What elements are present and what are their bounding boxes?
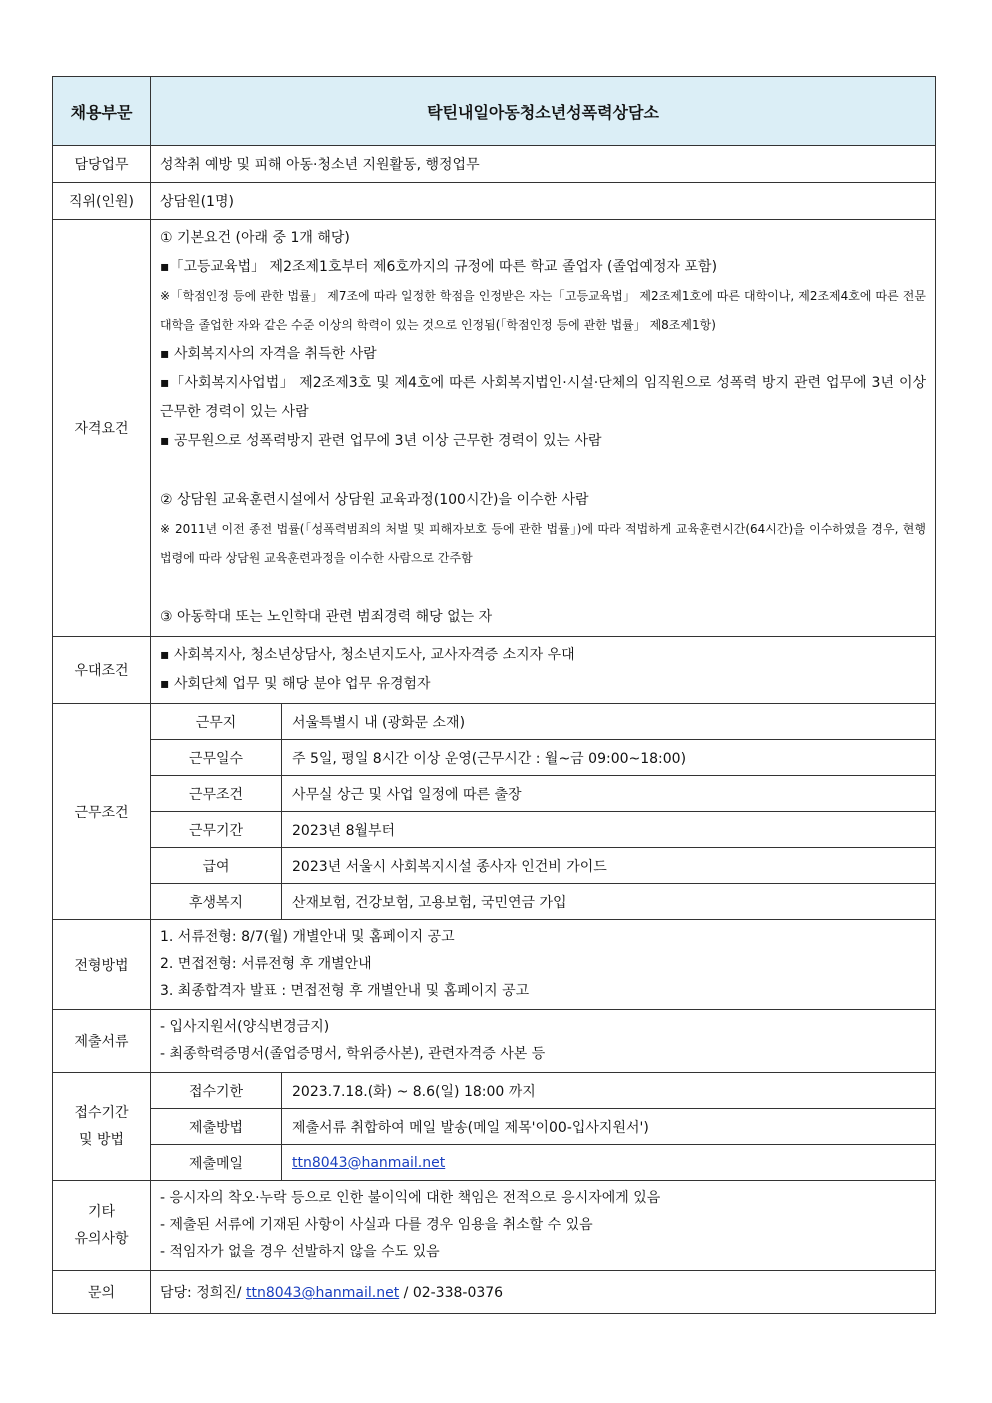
preference-row	[53, 637, 936, 704]
contact-email-link[interactable]: ttn8043@hanmail.net	[245, 1285, 400, 1301]
application-value: 2023.7.18.(화) ~ 8.6(일) 18:00 까지	[282, 1073, 936, 1109]
documents-line: - 최종학력증명서(졸업증명서, 학위증사본), 관련자격증 사본 등	[160, 1046, 546, 1062]
notes-line: - 응시자의 착오·누락 등으로 인한 불이익에 대한 책임은 전적으로 응시자에게 있음	[160, 1190, 661, 1206]
contact-row	[53, 1271, 936, 1314]
notes-label-line: 기타	[87, 1203, 116, 1220]
preference-line: ▪ 사회단체 업무 및 해당 분야 업무 유경험자	[160, 676, 431, 692]
application-label	[53, 1073, 151, 1181]
conditions-row	[53, 704, 936, 920]
conditions-subrow	[151, 848, 935, 884]
position-value: 상담원(1명)	[151, 183, 936, 220]
duty-label: 담당업무	[53, 146, 151, 183]
contact-label: 문의	[53, 1271, 151, 1314]
selection-line: 3. 최종합격자 발표 : 면접전형 후 개별안내 및 홈페이지 공고	[160, 983, 530, 999]
application-key: 제출메일	[151, 1145, 282, 1181]
preference-label: 우대조건	[53, 637, 151, 704]
conditions-table	[151, 704, 935, 919]
spacer	[160, 573, 926, 603]
duty-value: 성착취 예방 및 피해 아동·청소년 지원활동, 행정업무	[151, 146, 936, 183]
notes-label	[53, 1181, 151, 1271]
contact-prefix: 담당: 정희진/	[160, 1285, 246, 1301]
application-key: 제출방법	[151, 1109, 282, 1145]
application-key: 접수기한	[151, 1073, 282, 1109]
conditions-content	[151, 704, 936, 920]
qualification-line: ▪「고등교육법」 제2조제1호부터 제6호까지의 규정에 따른 학교 졸업자 (졸업예정자 포함)	[160, 259, 718, 275]
contact-suffix: / 02-338-0376	[399, 1285, 504, 1301]
header-row	[53, 77, 936, 146]
conditions-subrow	[151, 740, 935, 776]
position-row	[53, 183, 936, 220]
selection-label: 전형방법	[53, 920, 151, 1010]
documents-label: 제출서류	[53, 1010, 151, 1073]
application-table	[151, 1073, 935, 1180]
notes-line: - 제출된 서류에 기재된 사항이 사실과 다를 경우 임용을 취소할 수 있음	[160, 1217, 593, 1233]
qualification-content	[151, 220, 936, 637]
notes-content	[151, 1181, 936, 1271]
conditions-subrow	[151, 776, 935, 812]
position-label: 직위(인원)	[53, 183, 151, 220]
application-label-line: 및 방법	[78, 1131, 125, 1148]
spacer	[160, 456, 926, 486]
documents-line: - 입사지원서(양식변경금지)	[160, 1019, 330, 1035]
condition-key: 근무기간	[151, 812, 282, 848]
qualification-line: ▪「사회복지사업법」 제2조제3호 및 제4호에 따른 사회복지법인·시설·단체의 임직원으로 성폭력 방지 관련 업무에 3년 이상 근무한 경력이 있는 사람	[160, 375, 926, 420]
condition-value: 2023년 서울시 사회복지시설 종사자 인건비 가이드	[282, 848, 936, 884]
selection-content	[151, 920, 936, 1010]
application-subrow	[151, 1073, 935, 1109]
condition-value: 2023년 8월부터	[282, 812, 936, 848]
application-row	[53, 1073, 936, 1181]
condition-key: 근무지	[151, 704, 282, 740]
header-title: 탁틴내일아동청소년성폭력상담소	[151, 77, 936, 146]
notes-label-line: 유의사항	[74, 1230, 129, 1247]
condition-value: 산재보험, 건강보험, 고용보험, 국민연금 가입	[282, 884, 936, 920]
qualification-line: ① 기본요건 (아래 중 1개 해당)	[160, 230, 350, 246]
qualification-label: 자격요건	[53, 220, 151, 637]
conditions-subrow	[151, 704, 935, 740]
condition-value: 주 5일, 평일 8시간 이상 운영(근무시간 : 월~금 09:00~18:00)	[282, 740, 936, 776]
job-posting-table	[52, 76, 936, 1314]
application-subrow	[151, 1109, 935, 1145]
condition-key: 근무조건	[151, 776, 282, 812]
notes-row	[53, 1181, 936, 1271]
conditions-subrow	[151, 884, 935, 920]
qualification-line: ▪ 사회복지사의 자격을 취득한 사람	[160, 346, 377, 362]
notes-line: - 적임자가 없을 경우 선발하지 않을 수도 있음	[160, 1244, 440, 1260]
selection-line: 1. 서류전형: 8/7(월) 개별안내 및 홈페이지 공고	[160, 929, 455, 945]
condition-value: 서울특별시 내 (광화문 소재)	[282, 704, 936, 740]
qualification-line: ③ 아동학대 또는 노인학대 관련 범죄경력 해당 없는 자	[160, 609, 493, 625]
condition-key: 후생복지	[151, 884, 282, 920]
conditions-label: 근무조건	[53, 704, 151, 920]
qualification-note: ※「학점인정 등에 관한 법률」 제7조에 따라 일정한 학점을 인정받은 자는「고등교육법」 제2조제1호에 따른 대학이나, 제2조제4호에 따른 전문대학을 졸업한 자와 같은 수준 이상의 학력이 있는 것으로 인정됨(「학점인정 등에 관한 법률」 제8조제1항)	[160, 289, 926, 332]
application-email-link[interactable]: ttn8043@hanmail.net	[292, 1154, 446, 1171]
documents-content	[151, 1010, 936, 1073]
application-subrow	[151, 1145, 935, 1181]
qualification-note: ※ 2011년 이전 종전 법률(「성폭력범죄의 처벌 및 피해자보호 등에 관한 법률」)에 따라 적법하게 교육훈련시간(64시간)을 이수하였을 경우, 현행 법령에 따라 상담원 교육훈련과정을 이수한 사람으로 간주함	[160, 522, 926, 565]
condition-key: 근무일수	[151, 740, 282, 776]
preference-content	[151, 637, 936, 704]
documents-row	[53, 1010, 936, 1073]
application-value	[282, 1145, 936, 1181]
condition-value: 사무실 상근 및 사업 일정에 따른 출장	[282, 776, 936, 812]
conditions-subrow	[151, 812, 935, 848]
application-value: 제출서류 취합하여 메일 발송(메일 제목'이00-입사지원서')	[282, 1109, 936, 1145]
selection-line: 2. 면접전형: 서류전형 후 개별안내	[160, 956, 372, 972]
application-content	[151, 1073, 936, 1181]
qualification-line: ▪ 공무원으로 성폭력방지 관련 업무에 3년 이상 근무한 경력이 있는 사람	[160, 433, 602, 449]
qualification-row	[53, 220, 936, 637]
duty-row	[53, 146, 936, 183]
header-label: 채용부문	[53, 77, 151, 146]
application-label-line: 접수기간	[74, 1104, 129, 1121]
preference-line: ▪ 사회복지사, 청소년상담사, 청소년지도사, 교사자격증 소지자 우대	[160, 647, 575, 663]
contact-content	[151, 1271, 936, 1314]
qualification-line: ② 상담원 교육훈련시설에서 상담원 교육과정(100시간)을 이수한 사람	[160, 492, 589, 508]
selection-row	[53, 920, 936, 1010]
condition-key: 급여	[151, 848, 282, 884]
